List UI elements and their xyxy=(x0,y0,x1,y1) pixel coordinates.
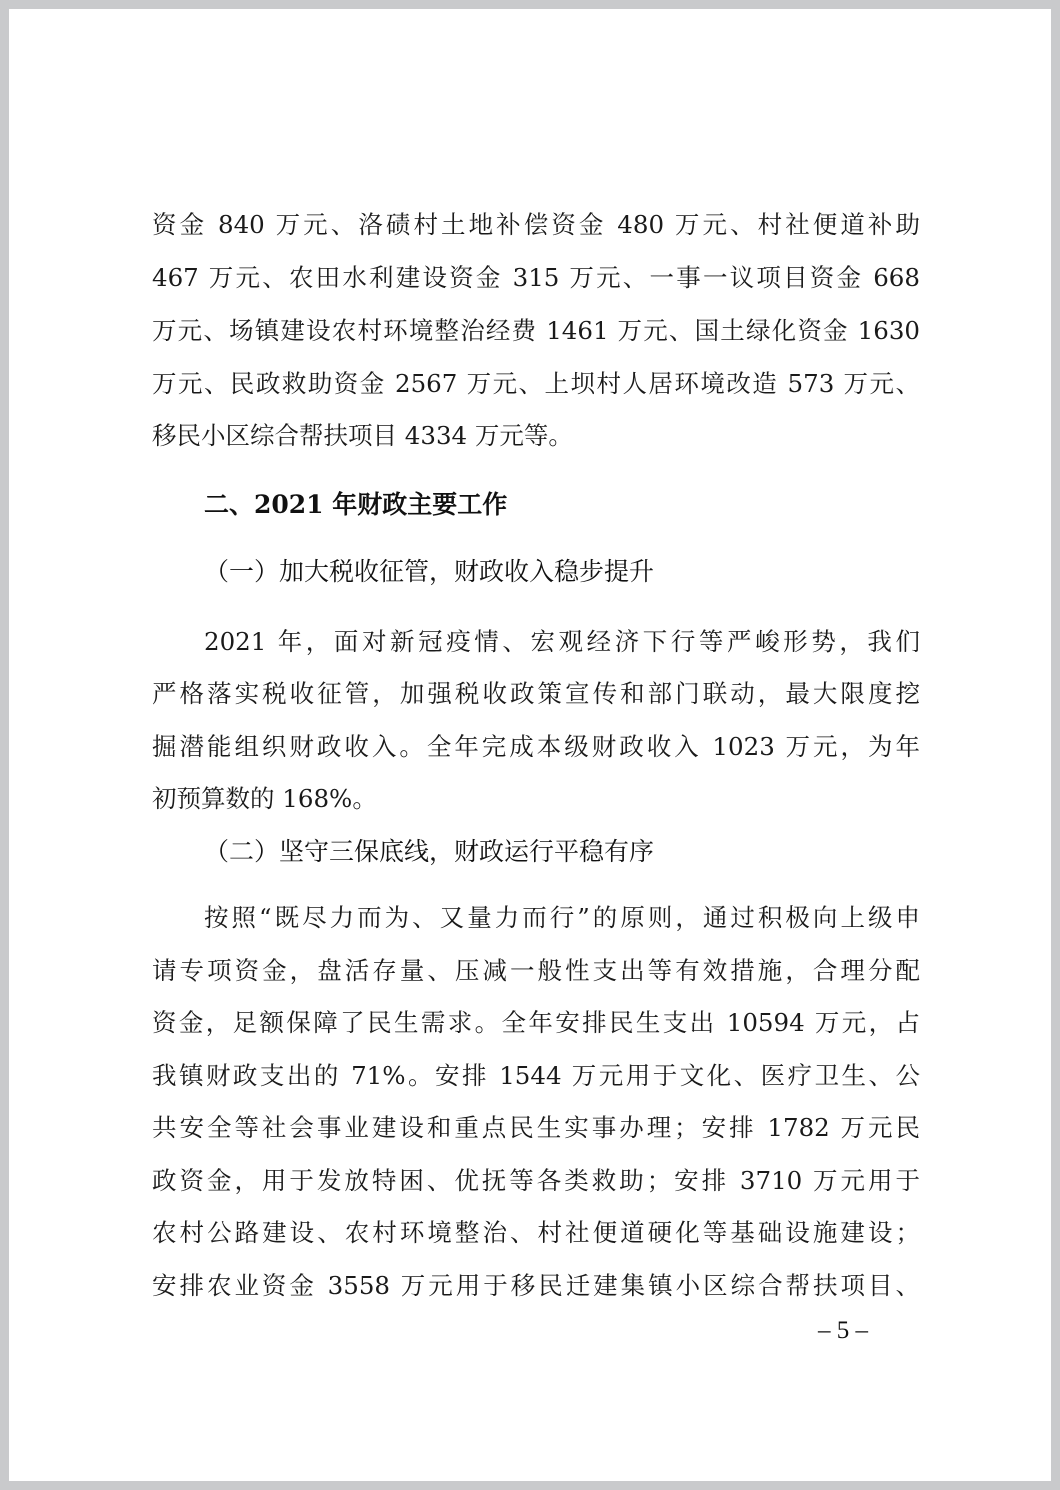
body-line: 严格落实税收征管，加强税收政策宣传和部门联动，最大限度挖 xyxy=(152,679,920,708)
body-line: 2021 年，面对新冠疫情、宏观经济下行等严峻形势，我们 xyxy=(204,627,920,656)
section-heading: 二、2021 年财政主要工作 xyxy=(204,490,508,519)
body-line: 万元、场镇建设农村环境整治经费 1461 万元、国土绿化资金 1630 xyxy=(152,316,920,345)
subsection-heading: （二）坚守三保底线，财政运行平稳有序 xyxy=(204,837,655,866)
body-line: 掘潜能组织财政收入。全年完成本级财政收入 1023 万元，为年 xyxy=(152,732,920,761)
body-line: 共安全等社会事业建设和重点民生实事办理；安排 1782 万元民 xyxy=(152,1113,920,1142)
body-line: 467 万元、农田水利建设资金 315 万元、一事一议项目资金 668 xyxy=(152,263,920,292)
body-line: 资金 840 万元、洛碛村土地补偿资金 480 万元、村社便道补助 xyxy=(152,210,920,239)
page-number: – 5 – xyxy=(818,1317,868,1344)
body-line: 我镇财政支出的 71%。安排 1544 万元用于文化、医疗卫生、公 xyxy=(152,1061,920,1090)
body-line: 万元、民政救助资金 2567 万元、上坝村人居环境改造 573 万元、 xyxy=(152,369,920,398)
body-line: 按照“既尽力而为、又量力而行”的原则，通过积极向上级申 xyxy=(204,903,920,932)
body-line: 资金，足额保障了民生需求。全年安排民生支出 10594 万元，占 xyxy=(152,1008,920,1037)
body-line: 农村公路建设、农村环境整治、村社便道硬化等基础设施建设； xyxy=(152,1218,920,1247)
body-line: 安排农业资金 3558 万元用于移民迁建集镇小区综合帮扶项目、 xyxy=(152,1271,920,1300)
body-line: 移民小区综合帮扶项目 4334 万元等。 xyxy=(152,421,573,450)
body-line: 初预算数的 168%。 xyxy=(152,784,377,813)
body-line: 政资金，用于发放特困、优抚等各类救助；安排 3710 万元用于 xyxy=(152,1166,920,1195)
subsection-heading: （一）加大税收征管，财政收入稳步提升 xyxy=(204,557,655,586)
body-line: 请专项资金，盘活存量、压减一般性支出等有效措施，合理分配 xyxy=(152,956,920,985)
